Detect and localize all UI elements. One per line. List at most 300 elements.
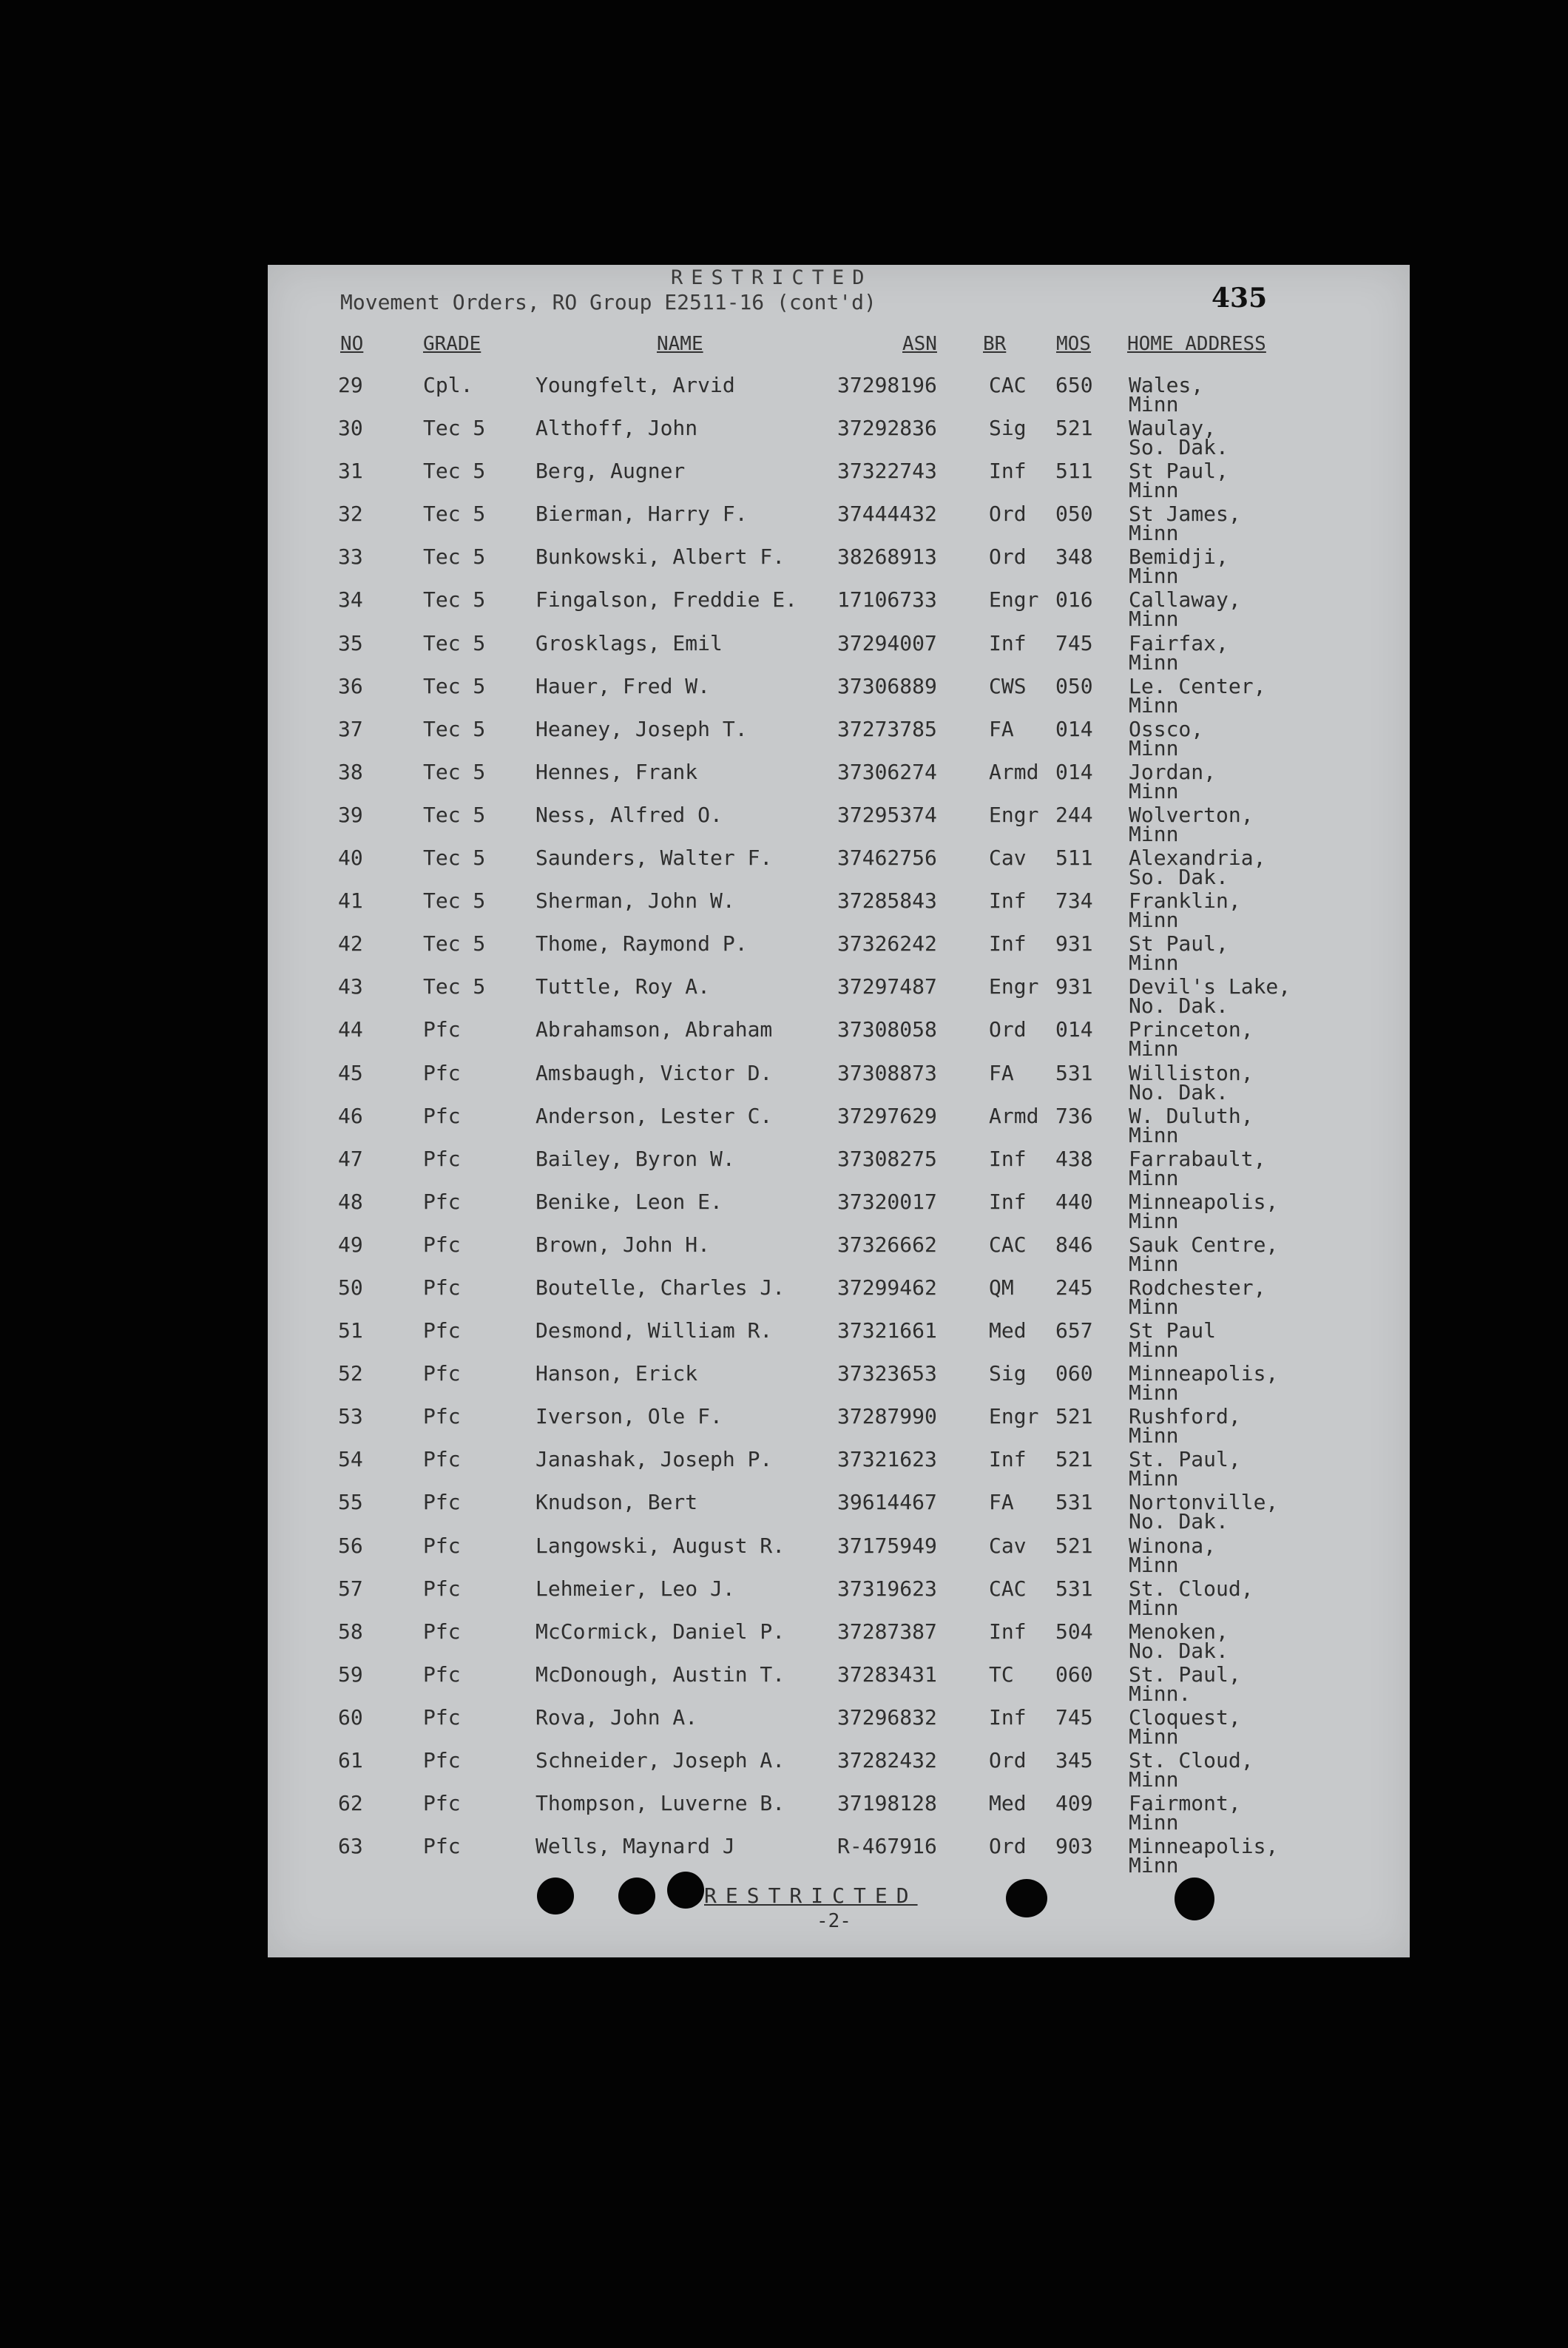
row-home-address: W. Duluth, [1129, 1103, 1254, 1128]
table-row [268, 760, 1410, 803]
table-row [268, 1447, 1410, 1490]
row-branch: Ord [989, 1834, 1027, 1859]
row-branch: FA [989, 716, 1014, 741]
row-branch: Med [989, 1791, 1027, 1816]
row-number: 46 [338, 1103, 363, 1128]
footer-page-number: -2- [817, 1910, 851, 1932]
row-branch: TC [989, 1662, 1014, 1687]
row-number: 40 [338, 846, 363, 871]
row-home-address: Ossco, [1129, 716, 1204, 741]
column-header-mos: MOS [1056, 333, 1091, 355]
row-branch: Inf [989, 1146, 1027, 1171]
row-number: 60 [338, 1704, 363, 1730]
row-branch: Engr [989, 974, 1039, 999]
row-number: 55 [338, 1490, 363, 1515]
row-grade: Pfc [423, 1060, 461, 1085]
row-branch: Ord [989, 502, 1027, 527]
row-home-address: St. Paul, [1129, 1447, 1241, 1472]
row-home-address: Alexandria, [1129, 846, 1266, 871]
row-asn: 37308873 [837, 1060, 937, 1085]
row-branch: Inf [989, 1619, 1027, 1644]
row-name: Berg, Augner [535, 459, 686, 484]
row-number: 35 [338, 630, 363, 655]
row-asn: 37320017 [837, 1189, 937, 1214]
row-name: Bierman, Harry F. [535, 502, 748, 527]
personnel-table [268, 373, 1410, 1877]
row-home-address-state: No. Dak. [1129, 1509, 1229, 1534]
row-branch: Med [989, 1318, 1027, 1343]
row-mos: 504 [1055, 1619, 1093, 1644]
row-asn: 37287990 [837, 1404, 937, 1429]
table-row [268, 459, 1410, 502]
row-home-address-state: Minn [1129, 1767, 1179, 1792]
table-row [268, 1404, 1410, 1447]
row-home-address: Fairfax, [1129, 630, 1229, 655]
row-name: Schneider, Joseph A. [535, 1748, 785, 1772]
document-sheet [268, 265, 1410, 1957]
row-number: 43 [338, 974, 363, 999]
row-asn: 37306274 [837, 759, 937, 784]
table-row [268, 1705, 1410, 1748]
table-row [268, 1576, 1410, 1619]
row-home-address: Wolverton, [1129, 802, 1254, 827]
punch-hole [1006, 1879, 1047, 1917]
row-asn: 37306889 [837, 673, 937, 698]
row-home-address: Wales, [1129, 373, 1204, 397]
row-grade: Tec 5 [423, 630, 486, 655]
row-branch: FA [989, 1060, 1014, 1085]
row-mos: 244 [1055, 802, 1093, 827]
row-grade: Pfc [423, 1791, 461, 1816]
column-header-br: BR [983, 333, 1007, 355]
row-home-address-state: Minn [1129, 821, 1179, 846]
row-home-address-state: Minn [1129, 478, 1179, 503]
row-branch: Inf [989, 459, 1027, 484]
row-number: 58 [338, 1619, 363, 1644]
row-branch: Inf [989, 1447, 1027, 1472]
row-asn: 37297629 [837, 1103, 937, 1128]
row-home-address-state: Minn [1129, 1380, 1179, 1406]
row-grade: Tec 5 [423, 544, 486, 570]
row-grade: Pfc [423, 1834, 461, 1859]
row-mos: 521 [1055, 1447, 1093, 1472]
row-home-address: Bemidji, [1129, 544, 1229, 570]
row-grade: Tec 5 [423, 716, 486, 741]
row-number: 45 [338, 1060, 363, 1085]
table-row [268, 717, 1410, 760]
table-row [268, 1662, 1410, 1705]
row-asn: 37295374 [837, 802, 937, 827]
row-home-address: St James, [1129, 502, 1241, 527]
row-mos: 903 [1055, 1834, 1093, 1859]
row-name: Fingalson, Freddie E. [535, 587, 798, 613]
table-row [268, 1232, 1410, 1275]
row-branch: Inf [989, 888, 1027, 914]
row-branch: Inf [989, 630, 1027, 655]
row-branch: Armd [989, 759, 1039, 784]
row-number: 42 [338, 931, 363, 957]
row-branch: Inf [989, 1189, 1027, 1214]
row-name: Hanson, Erick [535, 1361, 698, 1386]
row-home-address-state: Minn [1129, 778, 1179, 803]
row-asn: 37321623 [837, 1447, 937, 1472]
row-home-address-state: Minn [1129, 1853, 1179, 1878]
row-home-address-state: Minn [1129, 564, 1179, 589]
row-grade: Pfc [423, 1748, 461, 1772]
row-home-address-state: Minn [1129, 392, 1179, 416]
row-home-address-state: Minn [1129, 607, 1179, 632]
column-header-no: NO [340, 333, 364, 355]
punch-hole [537, 1878, 574, 1915]
row-number: 31 [338, 459, 363, 484]
row-name: Tuttle, Roy A. [535, 974, 711, 999]
row-asn: 37308058 [837, 1017, 937, 1042]
table-row [268, 1834, 1410, 1877]
row-grade: Tec 5 [423, 502, 486, 527]
row-asn: 37294007 [837, 630, 937, 655]
row-mos: 060 [1055, 1662, 1093, 1687]
row-mos: 931 [1055, 974, 1093, 999]
row-name: Desmond, William R. [535, 1318, 773, 1343]
row-mos: 014 [1055, 759, 1093, 784]
row-name: McCormick, Daniel P. [535, 1619, 785, 1644]
row-asn: 37273785 [837, 716, 937, 741]
row-name: McDonough, Austin T. [535, 1662, 785, 1687]
row-home-address-state: Minn [1129, 521, 1179, 546]
row-number: 59 [338, 1662, 363, 1687]
table-row [268, 1619, 1410, 1662]
table-row [268, 1748, 1410, 1791]
row-name: Bailey, Byron W. [535, 1146, 735, 1171]
row-home-address: St. Paul, [1129, 1662, 1241, 1687]
row-home-address: Franklin, [1129, 888, 1241, 914]
table-row [268, 1190, 1410, 1232]
row-branch: Engr [989, 802, 1039, 827]
row-branch: Cav [989, 1533, 1027, 1558]
row-grade: Pfc [423, 1232, 461, 1257]
row-grade: Tec 5 [423, 587, 486, 613]
row-mos: 931 [1055, 931, 1093, 957]
row-home-address: St. Cloud, [1129, 1576, 1254, 1601]
row-branch: Inf [989, 1704, 1027, 1730]
row-name: Boutelle, Charles J. [535, 1275, 785, 1300]
punch-hole [618, 1878, 655, 1915]
row-mos: 050 [1055, 673, 1093, 698]
row-home-address: Rushford, [1129, 1404, 1241, 1429]
row-name: Thome, Raymond P. [535, 931, 748, 957]
row-branch: Ord [989, 544, 1027, 570]
row-branch: CAC [989, 1232, 1027, 1257]
row-name: Wells, Maynard J [535, 1834, 735, 1859]
row-name: Iverson, Ole F. [535, 1404, 723, 1429]
row-number: 54 [338, 1447, 363, 1472]
row-name: Benike, Leon E. [535, 1189, 723, 1214]
row-name: Lehmeier, Leo J. [535, 1576, 735, 1601]
row-asn: 37282432 [837, 1748, 937, 1772]
row-number: 48 [338, 1189, 363, 1214]
table-row [268, 416, 1410, 459]
table-row [268, 1361, 1410, 1404]
row-number: 41 [338, 888, 363, 914]
row-home-address: St Paul [1129, 1318, 1217, 1343]
row-name: Sherman, John W. [535, 888, 735, 914]
row-mos: 521 [1055, 416, 1093, 441]
row-number: 36 [338, 673, 363, 698]
row-mos: 846 [1055, 1232, 1093, 1257]
row-asn: 37326662 [837, 1232, 937, 1257]
row-name: Thompson, Luverne B. [535, 1791, 785, 1816]
table-row [268, 1061, 1410, 1104]
table-row [268, 1275, 1410, 1318]
row-mos: 060 [1055, 1361, 1093, 1386]
row-asn: 37462756 [837, 846, 937, 871]
row-name: Youngfelt, Arvid [535, 373, 735, 397]
table-row [268, 888, 1410, 931]
row-home-address-state: Minn [1129, 1165, 1179, 1190]
row-name: Brown, John H. [535, 1232, 711, 1257]
row-number: 57 [338, 1576, 363, 1601]
row-asn: 38268913 [837, 544, 937, 570]
row-grade: Pfc [423, 1275, 461, 1300]
row-branch: Ord [989, 1017, 1027, 1042]
row-name: Abrahamson, Abraham [535, 1017, 773, 1042]
table-row [268, 1318, 1410, 1361]
row-home-address-state: Minn. [1129, 1681, 1192, 1706]
row-number: 33 [338, 544, 363, 570]
row-name: Bunkowski, Albert F. [535, 544, 785, 570]
row-number: 39 [338, 802, 363, 827]
column-header-home-address: HOME ADDRESS [1127, 333, 1266, 355]
row-number: 50 [338, 1275, 363, 1300]
row-home-address: Fairmont, [1129, 1791, 1241, 1816]
row-mos: 521 [1055, 1533, 1093, 1558]
row-name: Althoff, John [535, 416, 698, 441]
row-home-address: Devil's Lake, [1129, 974, 1291, 999]
row-mos: 531 [1055, 1060, 1093, 1085]
row-home-address: St Paul, [1129, 459, 1229, 484]
row-asn: 37326242 [837, 931, 937, 957]
table-row [268, 631, 1410, 674]
row-mos: 657 [1055, 1318, 1093, 1343]
row-grade: Pfc [423, 1017, 461, 1042]
row-name: Saunders, Walter F. [535, 846, 773, 871]
row-grade: Pfc [423, 1576, 461, 1601]
row-number: 63 [338, 1834, 363, 1859]
row-branch: CAC [989, 373, 1027, 397]
row-number: 47 [338, 1146, 363, 1171]
row-mos: 511 [1055, 459, 1093, 484]
row-mos: 531 [1055, 1490, 1093, 1515]
row-name: Janashak, Joseph P. [535, 1447, 773, 1472]
row-home-address-state: No. Dak. [1129, 1638, 1229, 1663]
row-asn: 37299462 [837, 1275, 937, 1300]
row-asn: 37322743 [837, 459, 937, 484]
row-mos: 734 [1055, 888, 1093, 914]
row-grade: Tec 5 [423, 802, 486, 827]
row-home-address: Minneapolis, [1129, 1834, 1279, 1859]
row-number: 49 [338, 1232, 363, 1257]
row-asn: 37319623 [837, 1576, 937, 1601]
row-grade: Pfc [423, 1103, 461, 1128]
row-grade: Pfc [423, 1146, 461, 1171]
row-grade: Pfc [423, 1704, 461, 1730]
row-branch: FA [989, 1490, 1014, 1515]
row-grade: Pfc [423, 1318, 461, 1343]
row-asn: 39614467 [837, 1490, 937, 1515]
row-home-address-state: Minn [1129, 1036, 1179, 1062]
row-branch: Inf [989, 931, 1027, 957]
row-number: 34 [338, 587, 363, 613]
row-asn: 37175949 [837, 1533, 937, 1558]
table-row [268, 1017, 1410, 1060]
row-home-address-state: Minn [1129, 1251, 1179, 1276]
row-name: Hennes, Frank [535, 759, 698, 784]
row-branch: CWS [989, 673, 1027, 698]
row-asn: 17106733 [837, 587, 937, 613]
table-row [268, 1104, 1410, 1147]
column-header-asn: ASN [902, 333, 937, 355]
row-grade: Pfc [423, 1490, 461, 1515]
table-row [268, 803, 1410, 846]
row-home-address-state: Minn [1129, 908, 1179, 933]
row-grade: Tec 5 [423, 888, 486, 914]
row-grade: Tec 5 [423, 974, 486, 999]
table-row [268, 1147, 1410, 1190]
row-asn: 37292836 [837, 416, 937, 441]
row-home-address: Le. Center, [1129, 673, 1266, 698]
row-grade: Pfc [423, 1189, 461, 1214]
row-home-address: St. Cloud, [1129, 1748, 1254, 1772]
row-home-address: Cloquest, [1129, 1704, 1241, 1730]
row-home-address-state: Minn [1129, 951, 1179, 976]
row-home-address: Minneapolis, [1129, 1189, 1279, 1214]
row-name: Ness, Alfred O. [535, 802, 723, 827]
row-grade: Pfc [423, 1361, 461, 1386]
row-grade: Tec 5 [423, 459, 486, 484]
table-row [268, 544, 1410, 587]
table-row [268, 373, 1410, 416]
row-grade: Tec 5 [423, 416, 486, 441]
row-home-address: Farrabault, [1129, 1146, 1266, 1171]
row-asn: 37298196 [837, 373, 937, 397]
row-mos: 736 [1055, 1103, 1093, 1128]
row-home-address-state: No. Dak. [1129, 1079, 1229, 1104]
row-mos: 245 [1055, 1275, 1093, 1300]
row-mos: 014 [1055, 716, 1093, 741]
table-row [268, 674, 1410, 717]
row-asn: R-467916 [837, 1834, 937, 1859]
row-grade: Pfc [423, 1404, 461, 1429]
table-row [268, 974, 1410, 1017]
row-mos: 531 [1055, 1576, 1093, 1601]
row-number: 61 [338, 1748, 363, 1772]
row-grade: Pfc [423, 1533, 461, 1558]
row-grade: Pfc [423, 1619, 461, 1644]
row-number: 52 [338, 1361, 363, 1386]
row-asn: 37296832 [837, 1704, 937, 1730]
table-row [268, 1791, 1410, 1834]
row-name: Heaney, Joseph T. [535, 716, 748, 741]
restricted-header: RESTRICTED [671, 266, 873, 289]
row-number: 37 [338, 716, 363, 741]
table-row [268, 502, 1410, 544]
table-row [268, 846, 1410, 888]
row-grade: Tec 5 [423, 846, 486, 871]
row-branch: Sig [989, 416, 1027, 441]
row-mos: 438 [1055, 1146, 1093, 1171]
row-home-address: St Paul, [1129, 931, 1229, 957]
row-number: 32 [338, 502, 363, 527]
row-home-address-state: Minn [1129, 1208, 1179, 1233]
row-number: 30 [338, 416, 363, 441]
row-home-address: Winona, [1129, 1533, 1217, 1558]
row-branch: Armd [989, 1103, 1039, 1128]
row-name: Langowski, August R. [535, 1533, 785, 1558]
row-mos: 511 [1055, 846, 1093, 871]
row-grade: Tec 5 [423, 759, 486, 784]
row-branch: QM [989, 1275, 1014, 1300]
row-mos: 650 [1055, 373, 1093, 397]
row-home-address: Waulay, [1129, 416, 1217, 441]
row-mos: 050 [1055, 502, 1093, 527]
page-number: 435 [1212, 283, 1268, 314]
row-branch: Ord [989, 1748, 1027, 1772]
row-home-address-state: Minn [1129, 1724, 1179, 1749]
row-asn: 37321661 [837, 1318, 937, 1343]
restricted-footer: RESTRICTED [704, 1883, 918, 1908]
column-header-name: NAME [657, 333, 703, 355]
row-home-address-state: Minn [1129, 1552, 1179, 1577]
row-home-address-state: Minn [1129, 735, 1179, 760]
row-mos: 345 [1055, 1748, 1093, 1772]
row-branch: Cav [989, 846, 1027, 871]
row-asn: 37198128 [837, 1791, 937, 1816]
row-asn: 37283431 [837, 1662, 937, 1687]
row-home-address: Callaway, [1129, 587, 1241, 613]
punch-hole [1175, 1878, 1214, 1920]
row-name: Amsbaugh, Victor D. [535, 1060, 773, 1085]
row-grade: Pfc [423, 1447, 461, 1472]
table-row [268, 1490, 1410, 1533]
row-asn: 37285843 [837, 888, 937, 914]
table-row [268, 1534, 1410, 1576]
row-home-address-state: Minn [1129, 1337, 1179, 1363]
row-grade: Tec 5 [423, 673, 486, 698]
row-mos: 745 [1055, 1704, 1093, 1730]
row-name: Hauer, Fred W. [535, 673, 711, 698]
row-number: 53 [338, 1404, 363, 1429]
row-number: 29 [338, 373, 363, 397]
row-home-address: Menoken, [1129, 1619, 1229, 1644]
table-row [268, 931, 1410, 974]
row-branch: Sig [989, 1361, 1027, 1386]
row-asn: 37287387 [837, 1619, 937, 1644]
row-home-address: Nortonville, [1129, 1490, 1279, 1515]
row-home-address: Jordan, [1129, 759, 1217, 784]
row-home-address: Princeton, [1129, 1017, 1254, 1042]
row-name: Knudson, Bert [535, 1490, 698, 1515]
row-asn: 37444432 [837, 502, 937, 527]
row-home-address-state: Minn [1129, 1122, 1179, 1147]
row-home-address-state: Minn [1129, 692, 1179, 718]
row-asn: 37297487 [837, 974, 937, 999]
table-row [268, 587, 1410, 630]
row-mos: 409 [1055, 1791, 1093, 1816]
row-number: 56 [338, 1533, 363, 1558]
row-mos: 014 [1055, 1017, 1093, 1042]
row-home-address-state: Minn [1129, 650, 1179, 675]
row-home-address-state: Minn [1129, 1294, 1179, 1319]
